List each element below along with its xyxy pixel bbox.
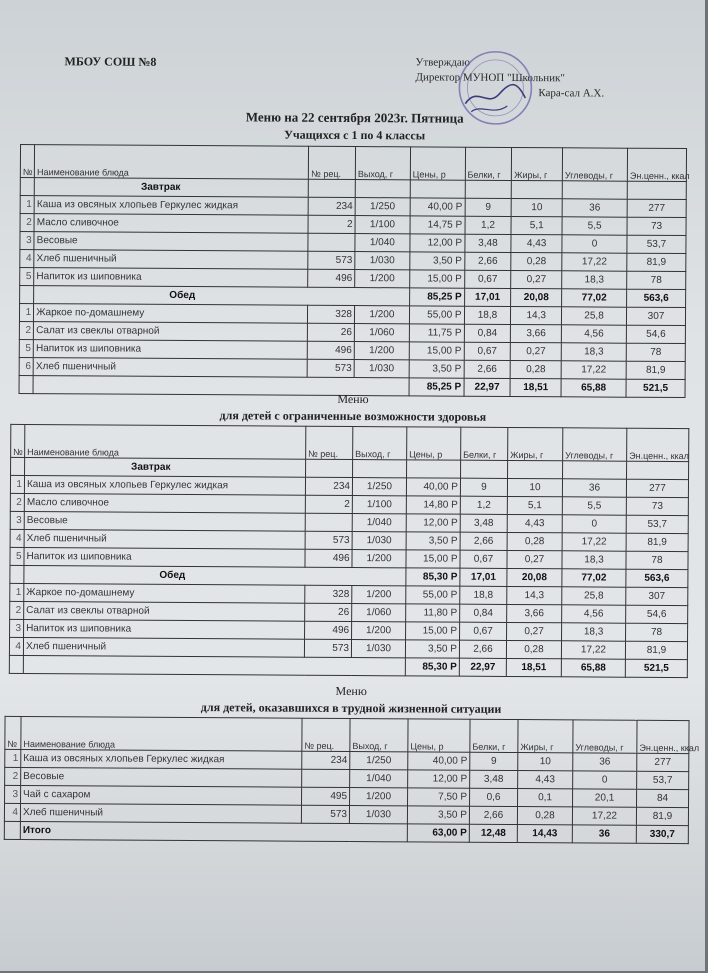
table-cell: 55,00 Р	[406, 586, 460, 604]
table-cell: 81,9	[625, 641, 687, 659]
table-cell: 1/100	[355, 216, 410, 234]
table-cell: 1/250	[352, 478, 406, 496]
table-cell: 17,22	[561, 641, 625, 659]
table-cell: 14,75 Р	[410, 216, 465, 234]
table-cell: 0	[573, 771, 637, 789]
table-cell: 3,66	[511, 324, 562, 342]
empty-cell	[410, 180, 465, 198]
table-cell: 1/250	[355, 198, 410, 216]
table-cell: 3,50 Р	[407, 806, 469, 824]
table-cell: 3,48	[470, 770, 518, 788]
total-cell: 22,97	[464, 378, 511, 396]
total-cell: 17,01	[460, 568, 507, 586]
table-cell: Напиток из шиповника	[33, 340, 307, 360]
empty-cell	[465, 180, 512, 198]
total-cell: 63,00 Р	[407, 824, 469, 842]
total-cell: 85,30 Р	[406, 568, 460, 586]
table-cell: 3	[10, 619, 24, 637]
column-header: Белки, г	[465, 147, 512, 180]
table-cell: Чай с сахаром	[21, 785, 302, 805]
table-cell: 0,27	[511, 270, 562, 288]
table-cell: 4	[4, 803, 20, 821]
table-cell: 11,80 Р	[406, 604, 460, 622]
table-cell: Весовые	[24, 512, 305, 532]
empty-cell	[407, 460, 461, 478]
table-cell: Каша из овсяных хлопьев Геркулес жидкая	[34, 196, 308, 216]
table-header-row	[11, 424, 689, 461]
table-cell: 0	[562, 235, 627, 253]
table-cell: 81,9	[626, 361, 685, 379]
table-cell: 0,27	[507, 622, 562, 640]
table-cell: 2	[10, 493, 24, 511]
table-cell: Весовые	[21, 767, 302, 787]
table-cell	[308, 233, 355, 251]
total-cell: 77,02	[562, 289, 627, 307]
table-cell: 0,67	[464, 270, 511, 288]
table-cell: 2,66	[464, 360, 511, 378]
table-cell: Масло сливочное	[24, 494, 305, 514]
empty-cell	[508, 460, 563, 478]
column-header: Жиры, г	[518, 720, 573, 753]
table-cell: 1/100	[352, 496, 406, 514]
total-cell: 17,01	[464, 288, 511, 306]
total-cell: 65,88	[561, 379, 626, 397]
column-header: Цены, р	[407, 427, 461, 460]
table-cell: 9	[465, 198, 512, 216]
table-cell: 2	[10, 601, 24, 619]
empty-cell	[355, 180, 410, 198]
table-cell: 234	[308, 197, 355, 215]
table-cell: 15,00 Р	[406, 550, 460, 568]
table-cell: 1/200	[350, 788, 408, 806]
total-row	[9, 655, 687, 677]
table-cell: 9	[460, 478, 507, 496]
table-cell: 26	[308, 323, 355, 341]
table-cell: 36	[562, 199, 627, 217]
empty-cell	[461, 460, 508, 478]
table-cell: 1/250	[350, 752, 408, 770]
table-cell: 1/030	[349, 806, 407, 824]
table-cell: 496	[308, 269, 355, 287]
table-cell: 40,00 Р	[408, 752, 470, 770]
table-cell: 1	[19, 303, 33, 321]
section-heading: Меню	[337, 391, 369, 407]
table-cell: 20,1	[573, 789, 637, 807]
table-cell: 2	[5, 767, 21, 785]
table-cell: 15,00 Р	[409, 270, 464, 288]
total-row	[4, 821, 688, 843]
table-cell: 18,3	[562, 623, 626, 641]
table-cell: 4,43	[518, 771, 573, 789]
table-cell: 14,80 Р	[406, 496, 460, 514]
column-header: Цены, р	[410, 147, 465, 180]
table-cell: 4	[9, 637, 23, 655]
table-cell: 1,2	[465, 216, 512, 234]
table-cell: 0,28	[511, 252, 562, 270]
table-cell: 496	[308, 341, 355, 359]
menu-title: Меню на 22 сентября 2023г. Пятница	[245, 109, 464, 126]
table-cell	[302, 769, 350, 787]
table-cell: 0,28	[506, 640, 561, 658]
table-cell: 0,6	[470, 788, 518, 806]
table-cell: 25,8	[562, 307, 627, 325]
table-cell: 1/030	[352, 532, 406, 550]
table-cell: 1/030	[355, 252, 410, 270]
total-label: Итого	[20, 821, 407, 841]
empty-cell	[309, 179, 356, 197]
table-cell: Каша из овсяных хлопьев Геркулес жидкая	[24, 476, 305, 496]
total-label	[23, 656, 405, 676]
table-cell: 1/200	[352, 586, 406, 604]
table-cell: 18,8	[460, 586, 507, 604]
school-name: МБОУ СОШ №8	[64, 54, 157, 69]
table-cell: 5	[19, 339, 33, 357]
table-cell: 1/200	[352, 622, 406, 640]
table-cell: 81,9	[636, 807, 688, 825]
empty-cell	[627, 461, 689, 479]
table-cell: 55,00 Р	[409, 306, 464, 324]
table-cell: Каша из овсяных хлопьев Геркулес жидкая	[21, 749, 302, 769]
table-cell: 573	[304, 639, 351, 657]
column-header: Эн.ценн., ккал	[627, 428, 689, 461]
column-header: № рец.	[302, 718, 350, 751]
table-cell: 2	[20, 213, 34, 231]
table-cell: 81,9	[626, 533, 688, 551]
table-cell: 307	[626, 587, 688, 605]
table-header-row	[5, 716, 689, 753]
table-cell: 0,84	[464, 324, 511, 342]
table-cell: 1,2	[460, 496, 507, 514]
table-cell: 18,3	[562, 271, 627, 289]
column-header: Выход, г	[350, 719, 408, 752]
total-cell: 77,02	[562, 569, 626, 587]
menu-table	[4, 716, 700, 844]
table-cell: 4,56	[562, 605, 626, 623]
approval-line: Утверждаю	[415, 56, 470, 69]
table-cell: 0,1	[518, 789, 573, 807]
total-cell: 14,43	[517, 825, 572, 843]
table-cell: 5,5	[562, 497, 626, 515]
total-label: Обед	[34, 286, 410, 306]
table-cell: 4,56	[561, 325, 626, 343]
total-cell: 18,51	[506, 658, 561, 676]
table-cell	[305, 513, 352, 531]
section-heading: Меню	[335, 683, 367, 699]
table-cell: 78	[627, 271, 686, 289]
empty-cell	[9, 655, 23, 673]
table-cell: 495	[302, 787, 350, 805]
total-cell: 85,25 Р	[409, 378, 464, 396]
table-cell: 14,3	[511, 306, 562, 324]
table-cell: 1	[10, 583, 24, 601]
table-cell: 4	[10, 529, 24, 547]
total-cell: 12,48	[469, 824, 517, 842]
empty-cell	[627, 181, 686, 199]
total-cell: 22,97	[459, 658, 506, 676]
table-cell: 36	[562, 479, 626, 497]
table-cell: 78	[626, 623, 688, 641]
table-cell: 3	[10, 511, 24, 529]
column-header: Наименование блюда	[25, 425, 306, 460]
column-header: Эн.ценн., ккал	[637, 720, 689, 753]
table-cell: 277	[627, 199, 686, 217]
table-cell: 3,50 Р	[410, 252, 465, 270]
empty-cell	[4, 821, 20, 839]
column-header: № рец.	[309, 146, 356, 179]
table-cell: 1/200	[354, 306, 409, 324]
column-header: Цены, р	[408, 719, 470, 752]
table-cell: Хлеб пшеничный	[23, 638, 304, 658]
total-cell: 85,25 Р	[409, 288, 464, 306]
table-cell: 53,7	[626, 515, 688, 533]
menu-table	[19, 144, 688, 398]
table-cell: 17,22	[562, 533, 626, 551]
table-cell: 0,84	[460, 604, 507, 622]
total-cell: 20,08	[511, 288, 562, 306]
table-cell: 1/200	[352, 550, 406, 568]
table-cell: 277	[626, 479, 688, 497]
column-header: Углеводы, г	[573, 720, 637, 753]
empty-cell	[20, 177, 34, 195]
table-cell: 4	[20, 249, 34, 267]
table-cell: 0	[562, 515, 626, 533]
total-cell: 563,6	[626, 569, 688, 587]
table-cell: 3,50 Р	[406, 532, 460, 550]
table-cell: 328	[305, 585, 352, 603]
table-cell: 73	[627, 217, 686, 235]
table-cell: 36	[573, 753, 637, 771]
table-cell: 3,48	[460, 514, 507, 532]
table-cell: 0,67	[464, 342, 511, 360]
table-cell: 26	[305, 603, 352, 621]
column-header: Жиры, г	[512, 147, 563, 180]
empty-cell	[306, 459, 353, 477]
table-cell: 5,1	[507, 496, 562, 514]
column-header: Эн.ценн., ккал	[627, 148, 686, 181]
table-cell: 1	[10, 475, 24, 493]
approval-line: Директор МУНОП "Школьник"	[415, 71, 565, 85]
empty-cell	[20, 285, 34, 303]
menu-table	[9, 424, 690, 678]
approval-line: Кара-сал А.Х.	[538, 87, 605, 100]
table-cell: 84	[637, 789, 689, 807]
table-cell: 81,9	[627, 253, 686, 271]
table-cell: 0,28	[517, 807, 572, 825]
column-header: Выход, г	[353, 427, 407, 460]
table-cell: 1/200	[354, 342, 409, 360]
table-header-row	[20, 144, 686, 181]
section-heading: для детей с ограниченные возможности здоровья	[219, 408, 487, 424]
meal-section-label: Завтрак	[25, 458, 306, 478]
table-cell: 328	[308, 305, 355, 323]
total-label: Обед	[24, 566, 406, 586]
column-header: №	[20, 144, 34, 177]
table-cell: 3,48	[465, 234, 512, 252]
table-cell: 573	[301, 805, 349, 823]
table-cell: 307	[626, 307, 685, 325]
table-cell: 234	[305, 477, 352, 495]
table-cell: 0,27	[507, 550, 562, 568]
table-cell: 2,66	[469, 806, 517, 824]
column-header: №	[5, 716, 21, 749]
column-header: Наименование блюда	[21, 716, 302, 751]
table-cell: 234	[302, 751, 350, 769]
table-cell: 53,7	[627, 235, 686, 253]
table-cell: 17,22	[561, 361, 626, 379]
table-cell: 0,27	[511, 342, 562, 360]
table-cell: 496	[305, 621, 352, 639]
table-cell: 2	[305, 495, 352, 513]
table-cell: 1/060	[354, 324, 409, 342]
table-cell: 1/200	[355, 270, 410, 288]
column-header: №	[11, 424, 25, 457]
table-cell: 10	[518, 753, 573, 771]
table-cell: Жаркое по-домашнему	[24, 584, 305, 604]
table-cell: 18,8	[464, 306, 511, 324]
table-cell: Салат из свеклы отварной	[34, 322, 308, 342]
table-cell: 54,6	[626, 605, 688, 623]
total-cell: 65,88	[561, 659, 625, 677]
table-cell: 5	[20, 267, 34, 285]
table-cell: 0,28	[510, 360, 561, 378]
total-cell: 20,08	[507, 568, 562, 586]
table-cell: 1/030	[351, 640, 405, 658]
table-cell: 40,00 Р	[406, 478, 460, 496]
table-cell: Напиток из шиповника	[24, 620, 305, 640]
table-cell: Хлеб пшеничный	[33, 358, 307, 378]
table-cell: 2,66	[460, 532, 507, 550]
table-cell: 18,3	[561, 343, 626, 361]
table-cell: 40,00 Р	[410, 198, 465, 216]
table-cell: 1/040	[352, 514, 406, 532]
column-header: Наименование блюда	[35, 145, 309, 180]
table-cell: 78	[626, 343, 685, 361]
table-cell: 10	[507, 478, 562, 496]
table-cell: 5,5	[562, 217, 627, 235]
column-header: Белки, г	[470, 719, 518, 752]
empty-cell	[11, 457, 25, 475]
table-cell: 3,50 Р	[409, 360, 464, 378]
table-cell: 6	[19, 357, 33, 375]
total-cell: 18,51	[510, 378, 561, 396]
table-cell: 496	[305, 549, 352, 567]
table-cell: 1/060	[352, 604, 406, 622]
empty-cell	[563, 461, 627, 479]
table-cell: Хлеб пшеничный	[20, 803, 301, 823]
column-header: Выход, г	[355, 147, 410, 180]
table-cell: 277	[637, 753, 689, 771]
table-cell: 1	[20, 195, 34, 213]
table-cell: 1/040	[355, 234, 410, 252]
table-cell: 12,00 Р	[408, 770, 470, 788]
table-cell: 3,50 Р	[405, 640, 459, 658]
section-heading: Учащихся с 1 по 4 классы	[284, 127, 426, 143]
table-cell: 14,3	[507, 586, 562, 604]
total-cell: 521,5	[625, 659, 687, 677]
table-cell: 4,43	[511, 234, 562, 252]
column-header: Углеводы, г	[562, 148, 627, 181]
table-cell: 573	[308, 251, 355, 269]
table-cell: 2,66	[464, 252, 511, 270]
table-cell: 2	[19, 321, 33, 339]
table-cell: 54,6	[626, 325, 685, 343]
table-cell: 9	[470, 752, 518, 770]
table-cell: 17,22	[572, 807, 636, 825]
table-cell: 15,00 Р	[406, 622, 460, 640]
table-cell: 3	[5, 785, 21, 803]
table-cell: 15,00 Р	[409, 342, 464, 360]
table-cell: 4,43	[507, 514, 562, 532]
table-cell: 2	[308, 215, 355, 233]
table-cell: 0,67	[460, 550, 507, 568]
table-cell: Напиток из шиповника	[24, 548, 305, 568]
table-cell: 12,00 Р	[406, 514, 460, 532]
total-cell: 330,7	[636, 825, 688, 843]
table-cell: Весовые	[34, 232, 308, 252]
table-cell: 0,67	[460, 622, 507, 640]
meal-section-label: Завтрак	[34, 178, 308, 198]
table-cell: 1/040	[350, 770, 408, 788]
table-cell: 53,7	[637, 771, 689, 789]
table-cell: Напиток из шиповника	[34, 268, 308, 288]
table-cell: 10	[511, 198, 562, 216]
table-cell: 3,66	[507, 604, 562, 622]
empty-cell	[562, 181, 627, 199]
table-cell: 2,66	[459, 640, 506, 658]
table-cell: 5,1	[511, 216, 562, 234]
table-cell: 1/030	[354, 360, 409, 378]
empty-cell	[10, 565, 24, 583]
table-cell: 11,75 Р	[409, 324, 464, 342]
table-cell: 25,8	[562, 587, 626, 605]
table-cell: 0,28	[507, 532, 562, 550]
table-cell: Салат из свеклы отварной	[24, 602, 305, 622]
table-cell: 1	[5, 749, 21, 767]
empty-cell	[512, 180, 563, 198]
table-cell: 17,22	[562, 253, 627, 271]
table-cell: Хлеб пшеничный	[24, 530, 305, 550]
table-cell: 12,00 Р	[410, 234, 465, 252]
total-cell: 521,5	[626, 379, 685, 397]
column-header: Углеводы, г	[563, 428, 627, 461]
empty-cell	[353, 460, 407, 478]
table-cell: 5	[10, 547, 24, 565]
table-cell: Масло сливочное	[34, 214, 308, 234]
total-cell: 85,30 Р	[405, 658, 459, 676]
column-header: Жиры, г	[508, 427, 563, 460]
table-cell: 78	[626, 551, 688, 569]
table-cell: 18,3	[562, 551, 626, 569]
table-cell: Хлеб пшеничный	[34, 250, 308, 270]
table-cell: 573	[305, 531, 352, 549]
table-cell: 7,50 Р	[408, 788, 470, 806]
total-cell: 563,6	[627, 289, 686, 307]
table-cell: 3	[20, 231, 34, 249]
column-header: № рец.	[306, 426, 353, 459]
total-cell: 36	[572, 825, 636, 843]
column-header: Белки, г	[461, 427, 508, 460]
section-heading: для детей, оказавшихся в трудной жизненной ситуации	[200, 700, 502, 716]
table-cell: Жаркое по-домашнему	[34, 304, 308, 324]
table-cell: 573	[307, 359, 354, 377]
table-cell: 73	[626, 497, 688, 515]
